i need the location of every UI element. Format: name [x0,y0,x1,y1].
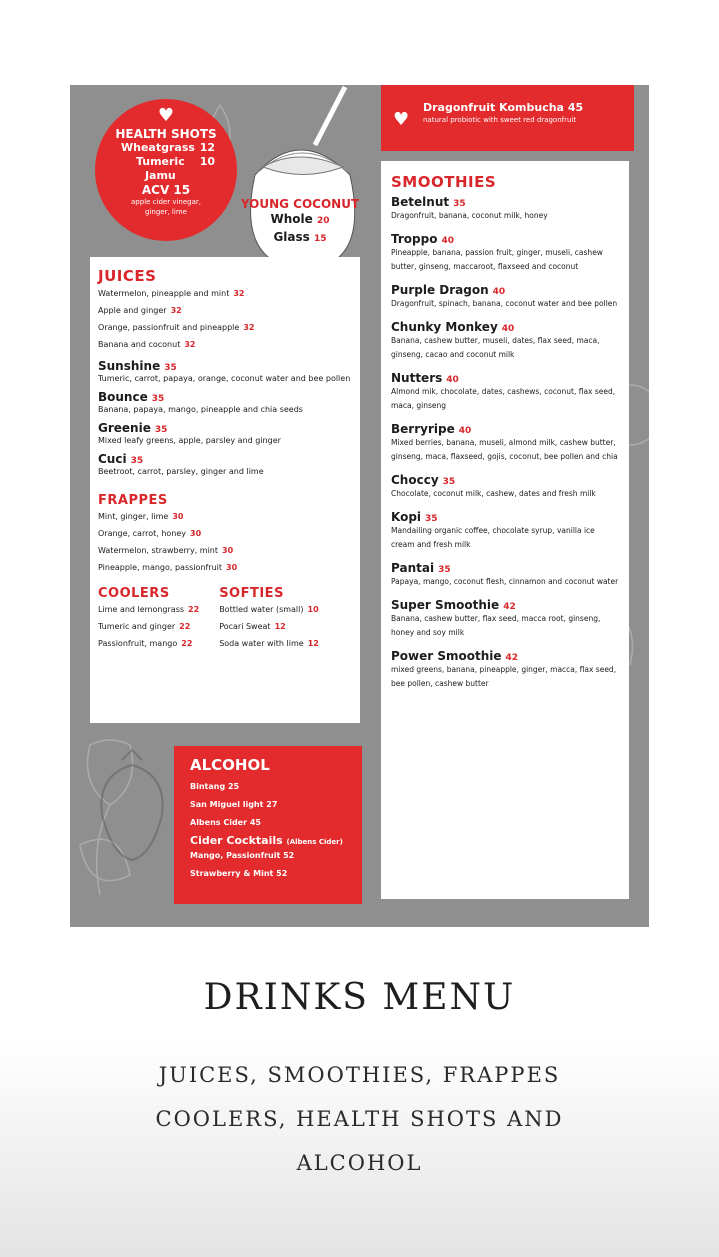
menu-item: Lime and lemongrass 22 [98,605,200,614]
menu-item: Apple and ginger 32 [98,306,182,315]
menu-item: Kopi 35 Mandailing organic coffee, chocolate syrup, vanilla ice cream and fresh milk [391,510,595,549]
heart-icon: ♥ [393,109,410,130]
menu-item: Banana and coconut 32 [98,340,196,349]
menu-item: Bottled water (small) 10 [219,605,319,614]
acv-note: apple cider vinegar, ginger, lime [131,198,201,216]
page-title: DRINKS MENU [203,977,516,1018]
menu-item: Sunshine 35 Tumeric, carrot, papaya, orange, coconut water and bee pollen [98,359,351,383]
menu-item: Pineapple, mango, passionfruit 30 [98,563,238,572]
menu-item: Mint, ginger, lime 30 [98,512,184,521]
menu-item: Betelnut 35 Dragonfruit, banana, coconut milk, honey [391,195,548,220]
menu-item: Chunky Monkey 40 Banana, cashew butter, museli, dates, flax seed, maca, ginseng, cacao and coconut milk [391,320,600,359]
alcohol-box [174,746,362,904]
smoothies-title: SMOOTHIES [391,173,497,191]
heart-icon: ♥ [157,105,175,126]
menu-item: Orange, carrot, honey 30 [98,529,202,538]
menu-item: Mango, Passionfruit 52 [190,851,295,860]
menu-item: Purple Dragon 40 Dragonfruit, spinach, banana, coconut water and bee pollen [391,283,618,308]
menu-item: Albens Cider 45 [190,818,261,827]
menu-item: Watermelon, pineapple and mint 32 [98,289,245,298]
coolers-section [98,586,199,652]
menu-item: Pantai 35 Papaya, mango, coconut flesh, cinnamon and coconut water [391,561,619,586]
kombucha-banner: ♥ Dragonfruit Kombucha 45 natural probiotic with sweet red dragonfruit [381,85,634,151]
strawberry-icon [92,745,172,865]
menu-item: Orange, passionfruit and pineapple 32 [98,323,255,332]
coolers-title: COOLERS [98,586,170,601]
health-shot-item: Wheatgrass 12 [121,141,215,154]
frappes-title: FRAPPES [98,493,168,508]
juices-panel [90,257,360,723]
menu-item: Bounce 35 Banana, papaya, mango, pineapple and chia seeds [98,390,303,414]
menu-item: Cuci 35 Beetroot, carrot, parsley, ginger and lime [98,452,264,476]
menu-item: Tumeric and ginger 22 [98,622,191,631]
menu-board-image [70,85,649,927]
menu-item: Passionfruit, mango 22 [98,639,193,648]
menu-item: Choccy 35 Chocolate, coconut milk, cashew, dates and fresh milk [391,473,596,498]
health-shot-item: Tumeric Jamu 10 [135,155,215,182]
menu-item: Nutters 40 Almond mik, chocolate, dates, cashews, coconut, flax seed, maca, ginseng [391,371,616,410]
menu-item: Berryripe 40 Mixed berries, banana, museli, almond milk, cashew butter, ginseng, maca, flaxseed, gojis, coconut, bee pollen and chia [391,422,618,461]
softies-title: SOFTIES [219,586,284,601]
menu-item: Bintang 25 [190,782,240,791]
menu-item: Strawberry & Mint 52 [190,869,288,878]
menu-item: Soda water with lime 12 [219,639,319,648]
menu-item: Pocari Sweat 12 [219,622,286,631]
young-coconut-label: YOUNG COCONUT Whole 20 Glass 15 [240,197,360,244]
health-shots-badge [95,99,237,241]
menu-item: Power Smoothie 42 mixed greens, banana, pineapple, ginger, macca, flax seed, bee pollen, cashew butter [391,649,617,688]
health-shots-title: HEALTH SHOTS [115,127,217,141]
smoothies-panel [381,161,629,899]
juices-title: JUICES [98,267,157,285]
menu-item: Troppo 40 Pineapple, banana, passion fruit, ginger, museli, cashew butter, ginseng, maccaroot, flaxseed and coconut [391,232,603,271]
menu-item: San Miguel light 27 [190,800,278,809]
cider-cocktails-title: Cider Cocktails (Albens Cider) [190,834,343,847]
caption-subtitle: JUICES, SMOOTHIES, FRAPPES COOLERS, HEALTH SHOTS AND ALCOHOL [155,1063,564,1175]
softies-section [219,586,319,652]
menu-item: Greenie 35 Mixed leafy greens, apple, parsley and ginger [98,421,281,445]
menu-item: Watermelon, strawberry, mint 30 [98,546,234,555]
alcohol-title: ALCOHOL [190,756,270,774]
acv-item: ACV 15 [141,183,191,197]
menu-item: Super Smoothie 42 Banana, cashew butter, flax seed, macca root, ginseng, honey and soy milk [391,598,601,637]
